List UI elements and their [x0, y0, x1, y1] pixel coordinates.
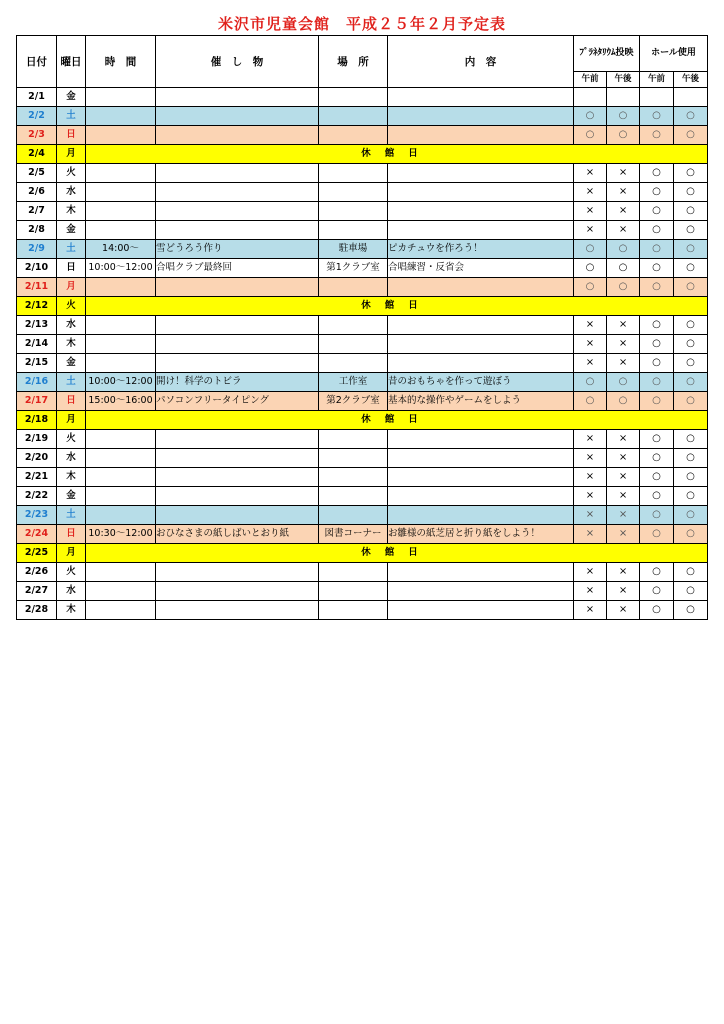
row-time	[86, 449, 156, 468]
planetarium-am-mark: ○	[574, 259, 607, 278]
row-place	[319, 126, 388, 145]
hall-am-mark: ○	[640, 430, 674, 449]
row-date: 2/3	[17, 126, 57, 145]
row-day-of-week: 土	[57, 107, 86, 126]
hall-am-mark: ○	[640, 449, 674, 468]
row-day-of-week: 日	[57, 392, 86, 411]
row-event	[156, 582, 319, 601]
hall-am-mark: ○	[640, 316, 674, 335]
planetarium-pm-mark: ○	[607, 259, 640, 278]
planetarium-am-mark: ×	[574, 582, 607, 601]
row-day-of-week: 火	[57, 430, 86, 449]
table-row	[17, 392, 708, 411]
planetarium-pm-mark: ×	[607, 468, 640, 487]
planetarium-pm-mark: ○	[607, 278, 640, 297]
planetarium-pm-mark: ○	[607, 107, 640, 126]
hall-am-mark: ○	[640, 202, 674, 221]
row-day-of-week: 金	[57, 354, 86, 373]
hall-pm-mark: ○	[674, 126, 708, 145]
header-planetarium-am: 午前	[574, 72, 607, 88]
hall-am-mark: ○	[640, 601, 674, 620]
planetarium-pm-mark	[607, 88, 640, 107]
hall-am-mark: ○	[640, 164, 674, 183]
row-content: ピカチュウを作ろう！	[388, 240, 574, 259]
planetarium-am-mark: ×	[574, 563, 607, 582]
row-content	[388, 449, 574, 468]
row-time	[86, 487, 156, 506]
row-event	[156, 202, 319, 221]
row-date: 2/22	[17, 487, 57, 506]
row-day-of-week: 日	[57, 259, 86, 278]
row-place	[319, 316, 388, 335]
planetarium-pm-mark: ×	[607, 183, 640, 202]
row-time	[86, 430, 156, 449]
hall-pm-mark: ○	[674, 449, 708, 468]
row-time	[86, 88, 156, 107]
row-date: 2/12	[17, 297, 57, 316]
row-event	[156, 107, 319, 126]
row-time	[86, 164, 156, 183]
row-place: 第1クラブ室	[319, 259, 388, 278]
planetarium-am-mark: ○	[574, 278, 607, 297]
hall-am-mark: ○	[640, 240, 674, 259]
row-event	[156, 335, 319, 354]
closed-day-label: 休館日	[86, 145, 708, 164]
row-date: 2/24	[17, 525, 57, 544]
row-event	[156, 126, 319, 145]
row-content	[388, 221, 574, 240]
row-time	[86, 582, 156, 601]
table-row	[17, 221, 708, 240]
hall-am-mark: ○	[640, 126, 674, 145]
planetarium-am-mark: ×	[574, 335, 607, 354]
hall-am-mark: ○	[640, 563, 674, 582]
row-time	[86, 563, 156, 582]
header-content: 内 容	[388, 36, 574, 88]
table-row	[17, 316, 708, 335]
row-place	[319, 468, 388, 487]
header-dow: 曜日	[57, 36, 86, 88]
planetarium-pm-mark: ×	[607, 354, 640, 373]
row-time: 10:00～12:00	[86, 259, 156, 278]
planetarium-pm-mark: ×	[607, 582, 640, 601]
header-event: 催 し 物	[156, 36, 319, 88]
hall-am-mark: ○	[640, 582, 674, 601]
table-row	[17, 468, 708, 487]
planetarium-pm-mark: ×	[607, 202, 640, 221]
row-time	[86, 354, 156, 373]
hall-pm-mark: ○	[674, 316, 708, 335]
planetarium-am-mark: ×	[574, 316, 607, 335]
hall-pm-mark: ○	[674, 259, 708, 278]
row-day-of-week: 日	[57, 126, 86, 145]
table-row	[17, 202, 708, 221]
table-row	[17, 411, 708, 430]
row-place	[319, 506, 388, 525]
planetarium-am-mark: ×	[574, 506, 607, 525]
row-event	[156, 164, 319, 183]
table-row	[17, 487, 708, 506]
row-time: 10:30～12:00	[86, 525, 156, 544]
row-day-of-week: 月	[57, 145, 86, 164]
row-place	[319, 107, 388, 126]
row-content: 基本的な操作やゲームをしよう	[388, 392, 574, 411]
table-row	[17, 506, 708, 525]
row-date: 2/16	[17, 373, 57, 392]
row-date: 2/23	[17, 506, 57, 525]
row-date: 2/26	[17, 563, 57, 582]
row-event: パソコンフリータイピング	[156, 392, 319, 411]
row-date: 2/15	[17, 354, 57, 373]
row-time	[86, 316, 156, 335]
hall-pm-mark: ○	[674, 107, 708, 126]
row-date: 2/7	[17, 202, 57, 221]
header-planetarium-pm: 午後	[607, 72, 640, 88]
row-place: 駐車場	[319, 240, 388, 259]
row-content	[388, 202, 574, 221]
row-date: 2/9	[17, 240, 57, 259]
hall-pm-mark: ○	[674, 525, 708, 544]
row-event	[156, 487, 319, 506]
hall-pm-mark: ○	[674, 183, 708, 202]
planetarium-am-mark	[574, 88, 607, 107]
row-event	[156, 354, 319, 373]
table-row	[17, 107, 708, 126]
table-row	[17, 278, 708, 297]
hall-am-mark: ○	[640, 373, 674, 392]
row-time	[86, 506, 156, 525]
row-day-of-week: 水	[57, 183, 86, 202]
row-place	[319, 582, 388, 601]
planetarium-am-mark: ×	[574, 468, 607, 487]
row-place	[319, 164, 388, 183]
row-date: 2/2	[17, 107, 57, 126]
hall-pm-mark: ○	[674, 487, 708, 506]
header-date: 日付	[17, 36, 57, 88]
hall-am-mark: ○	[640, 468, 674, 487]
row-time: 10:00～12:00	[86, 373, 156, 392]
planetarium-pm-mark: ×	[607, 506, 640, 525]
row-place	[319, 601, 388, 620]
planetarium-am-mark: ○	[574, 392, 607, 411]
planetarium-am-mark: ×	[574, 430, 607, 449]
row-place	[319, 354, 388, 373]
row-day-of-week: 木	[57, 335, 86, 354]
row-place	[319, 88, 388, 107]
row-day-of-week: 木	[57, 601, 86, 620]
planetarium-pm-mark: ×	[607, 563, 640, 582]
row-content	[388, 335, 574, 354]
hall-am-mark: ○	[640, 506, 674, 525]
page-title: 米沢市児童会館 平成２５年２月予定表	[217, 15, 506, 33]
table-row	[17, 126, 708, 145]
hall-pm-mark: ○	[674, 582, 708, 601]
row-day-of-week: 月	[57, 411, 86, 430]
row-day-of-week: 土	[57, 240, 86, 259]
planetarium-am-mark: ×	[574, 601, 607, 620]
row-day-of-week: 金	[57, 221, 86, 240]
row-date: 2/4	[17, 145, 57, 164]
table-row	[17, 601, 708, 620]
row-content	[388, 468, 574, 487]
row-event	[156, 278, 319, 297]
row-event: 合唱クラブ最終回	[156, 259, 319, 278]
planetarium-am-mark: ○	[574, 240, 607, 259]
row-time	[86, 126, 156, 145]
hall-pm-mark: ○	[674, 468, 708, 487]
row-content	[388, 183, 574, 202]
row-place	[319, 430, 388, 449]
row-event	[156, 468, 319, 487]
table-row	[17, 297, 708, 316]
schedule-table	[16, 35, 708, 620]
table-row	[17, 259, 708, 278]
planetarium-am-mark: ×	[574, 202, 607, 221]
hall-pm-mark: ○	[674, 221, 708, 240]
planetarium-pm-mark: ×	[607, 601, 640, 620]
hall-pm-mark	[674, 88, 708, 107]
row-event	[156, 183, 319, 202]
row-date: 2/6	[17, 183, 57, 202]
row-time	[86, 601, 156, 620]
hall-pm-mark: ○	[674, 392, 708, 411]
row-date: 2/10	[17, 259, 57, 278]
hall-am-mark	[640, 88, 674, 107]
row-date: 2/5	[17, 164, 57, 183]
hall-pm-mark: ○	[674, 202, 708, 221]
hall-pm-mark: ○	[674, 240, 708, 259]
hall-am-mark: ○	[640, 335, 674, 354]
row-day-of-week: 水	[57, 449, 86, 468]
planetarium-pm-mark: ×	[607, 164, 640, 183]
row-day-of-week: 土	[57, 373, 86, 392]
hall-pm-mark: ○	[674, 278, 708, 297]
row-date: 2/20	[17, 449, 57, 468]
row-time	[86, 468, 156, 487]
row-day-of-week: 木	[57, 468, 86, 487]
header-time: 時 間	[86, 36, 156, 88]
planetarium-am-mark: ○	[574, 107, 607, 126]
row-content	[388, 278, 574, 297]
row-content	[388, 430, 574, 449]
planetarium-pm-mark: ×	[607, 449, 640, 468]
table-row	[17, 449, 708, 468]
row-day-of-week: 水	[57, 582, 86, 601]
hall-am-mark: ○	[640, 354, 674, 373]
planetarium-am-mark: ○	[574, 373, 607, 392]
row-time	[86, 335, 156, 354]
planetarium-am-mark: ×	[574, 183, 607, 202]
table-row	[17, 183, 708, 202]
row-place	[319, 335, 388, 354]
row-date: 2/17	[17, 392, 57, 411]
hall-pm-mark: ○	[674, 354, 708, 373]
row-date: 2/21	[17, 468, 57, 487]
planetarium-am-mark: ×	[574, 221, 607, 240]
planetarium-am-mark: ×	[574, 487, 607, 506]
row-content: 合唱練習・反省会	[388, 259, 574, 278]
planetarium-pm-mark: ×	[607, 221, 640, 240]
hall-pm-mark: ○	[674, 506, 708, 525]
row-place: 図書コーナー	[319, 525, 388, 544]
table-row	[17, 582, 708, 601]
row-event	[156, 430, 319, 449]
hall-pm-mark: ○	[674, 563, 708, 582]
row-day-of-week: 火	[57, 164, 86, 183]
row-day-of-week: 木	[57, 202, 86, 221]
row-event	[156, 449, 319, 468]
row-day-of-week: 月	[57, 544, 86, 563]
row-event: おひなさまの紙しばいとおり紙	[156, 525, 319, 544]
row-day-of-week: 土	[57, 506, 86, 525]
planetarium-pm-mark: ×	[607, 430, 640, 449]
row-time	[86, 221, 156, 240]
planetarium-am-mark: ○	[574, 126, 607, 145]
planetarium-pm-mark: ○	[607, 392, 640, 411]
row-event	[156, 506, 319, 525]
hall-am-mark: ○	[640, 278, 674, 297]
planetarium-pm-mark: ×	[607, 525, 640, 544]
table-row	[17, 335, 708, 354]
row-day-of-week: 金	[57, 88, 86, 107]
planetarium-am-mark: ×	[574, 449, 607, 468]
schedule-body	[17, 88, 708, 620]
planetarium-pm-mark: ×	[607, 335, 640, 354]
row-content	[388, 316, 574, 335]
row-time	[86, 107, 156, 126]
row-event	[156, 563, 319, 582]
table-row	[17, 164, 708, 183]
header-hall-pm: 午後	[674, 72, 708, 88]
hall-pm-mark: ○	[674, 335, 708, 354]
row-event	[156, 221, 319, 240]
row-place	[319, 449, 388, 468]
table-row	[17, 525, 708, 544]
header-place: 場 所	[319, 36, 388, 88]
hall-am-mark: ○	[640, 487, 674, 506]
hall-am-mark: ○	[640, 525, 674, 544]
planetarium-pm-mark: ×	[607, 487, 640, 506]
row-date: 2/13	[17, 316, 57, 335]
hall-am-mark: ○	[640, 259, 674, 278]
row-time: 14:00～	[86, 240, 156, 259]
row-day-of-week: 月	[57, 278, 86, 297]
row-day-of-week: 金	[57, 487, 86, 506]
planetarium-pm-mark: ×	[607, 316, 640, 335]
row-date: 2/19	[17, 430, 57, 449]
closed-day-label: 休館日	[86, 411, 708, 430]
row-event: 開け！科学のトビラ	[156, 373, 319, 392]
row-date: 2/28	[17, 601, 57, 620]
row-content: お雛様の紙芝居と折り紙をしよう！	[388, 525, 574, 544]
row-place	[319, 183, 388, 202]
table-row	[17, 563, 708, 582]
planetarium-am-mark: ×	[574, 164, 607, 183]
row-content	[388, 487, 574, 506]
row-place	[319, 278, 388, 297]
planetarium-am-mark: ×	[574, 525, 607, 544]
header-hall-am: 午前	[640, 72, 674, 88]
row-event	[156, 601, 319, 620]
row-date: 2/1	[17, 88, 57, 107]
hall-am-mark: ○	[640, 221, 674, 240]
row-place	[319, 221, 388, 240]
hall-am-mark: ○	[640, 107, 674, 126]
row-day-of-week: 火	[57, 563, 86, 582]
row-date: 2/27	[17, 582, 57, 601]
table-row	[17, 88, 708, 107]
hall-am-mark: ○	[640, 392, 674, 411]
row-day-of-week: 水	[57, 316, 86, 335]
row-date: 2/11	[17, 278, 57, 297]
row-event	[156, 88, 319, 107]
row-place: 第2クラブ室	[319, 392, 388, 411]
hall-pm-mark: ○	[674, 373, 708, 392]
row-date: 2/18	[17, 411, 57, 430]
table-row	[17, 354, 708, 373]
closed-day-label: 休館日	[86, 544, 708, 563]
planetarium-pm-mark: ○	[607, 126, 640, 145]
row-day-of-week: 日	[57, 525, 86, 544]
header-hall: ホール使用	[640, 36, 708, 72]
row-content	[388, 107, 574, 126]
planetarium-pm-mark: ○	[607, 373, 640, 392]
row-date: 2/25	[17, 544, 57, 563]
table-row	[17, 240, 708, 259]
row-content	[388, 506, 574, 525]
row-content	[388, 126, 574, 145]
row-event: 雪どうろう作り	[156, 240, 319, 259]
row-content	[388, 563, 574, 582]
table-row	[17, 544, 708, 563]
row-place	[319, 202, 388, 221]
header-planetarium: ﾌﾟﾗﾈﾀﾘｳﾑ投映	[574, 36, 640, 72]
table-row	[17, 145, 708, 164]
row-content	[388, 88, 574, 107]
row-time	[86, 183, 156, 202]
row-time	[86, 202, 156, 221]
hall-pm-mark: ○	[674, 164, 708, 183]
row-place	[319, 563, 388, 582]
row-content: 昔のおもちゃを作って遊ぼう	[388, 373, 574, 392]
row-time: 15:00～16:00	[86, 392, 156, 411]
table-row	[17, 430, 708, 449]
row-date: 2/14	[17, 335, 57, 354]
hall-am-mark: ○	[640, 183, 674, 202]
hall-pm-mark: ○	[674, 430, 708, 449]
row-place	[319, 487, 388, 506]
row-content	[388, 164, 574, 183]
row-event	[156, 316, 319, 335]
planetarium-am-mark: ×	[574, 354, 607, 373]
row-time	[86, 278, 156, 297]
table-row	[17, 373, 708, 392]
row-content	[388, 582, 574, 601]
row-place: 工作室	[319, 373, 388, 392]
closed-day-label: 休館日	[86, 297, 708, 316]
row-day-of-week: 火	[57, 297, 86, 316]
planetarium-pm-mark: ○	[607, 240, 640, 259]
row-content	[388, 601, 574, 620]
row-date: 2/8	[17, 221, 57, 240]
hall-pm-mark: ○	[674, 601, 708, 620]
row-content	[388, 354, 574, 373]
